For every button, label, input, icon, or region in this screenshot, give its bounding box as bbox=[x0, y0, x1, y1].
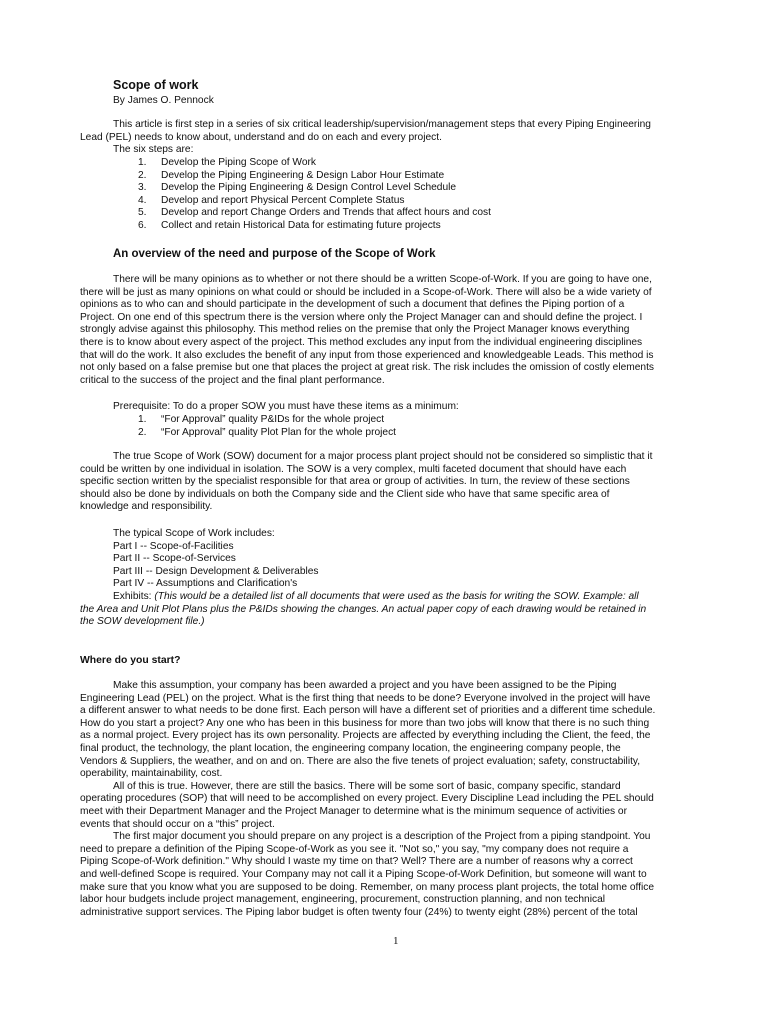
intro-line: This article is first step in a series of six critical leadership/supervision/management steps that every Piping Engineering bbox=[113, 119, 651, 130]
list-item: 1. Develop the Piping Scope of Work bbox=[138, 157, 316, 168]
prerequisite-heading: Prerequisite: To do a proper SOW you must have these items as a minimum: bbox=[113, 401, 459, 412]
sow-paragraph: The true Scope of Work (SOW) document for a major process plant project should not be considered so simplistic that it could be written by one individual in isolation. The SOW is a very complex, multi faceted document that should have each specific section written by the specialist responsible for that area or group of activities. In turn, the review of these sections should also be done by individuals on both the Company side and the Client side who have that same specific area of knowledge and responsibility. bbox=[80, 451, 653, 513]
list-item: Part II -- Scope-of-Services bbox=[113, 553, 236, 565]
overview-heading: An overview of the need and purpose of the Scope of Work bbox=[113, 248, 436, 260]
prerequisite-list bbox=[138, 414, 396, 439]
list-item: 4. Develop and report Physical Percent Complete Status bbox=[138, 194, 405, 206]
typical-scope-list: The typical Scope of Work includes: Part I -- Scope-of-Facilities Part II -- Scope-of-Services Part III -- Design Development & Deliverables Part IV -- Assumptions and Clarification's Exhibits: (This would be a detailed list of all documents that were used as the basis for writing the SOW. Example: all the Area and Unit Plot Plans plus the P&IDs showing the changes. An actual paper copy of each drawing would be retained in the SOW development file.) bbox=[80, 528, 710, 629]
list-item: 3. Develop the Piping Engineering & Design Control Level Schedule bbox=[138, 182, 457, 194]
list-item: Part IV -- Assumptions and Clarification's bbox=[113, 578, 298, 590]
list-item: 1. “For Approval” quality P&IDs for the whole project bbox=[138, 414, 385, 425]
list-item: 5. Develop and report Change Orders and Trends that affect hours and cost bbox=[138, 207, 491, 219]
page-number: 1 bbox=[393, 935, 399, 947]
list-item: 2. Develop the Piping Engineering & Design Labor Hour Estimate bbox=[138, 169, 445, 181]
overview-paragraph: There will be many opinions as to whether or not there should be a written Scope-of-Work. If you are going to have one, there will be just as many opinions on what could or should be included in a Scope-of-Work. There will also be a wide variety of opinions as to who can and should participate in the development of such a document that defines the Piping portion of a Project. On one end of this spectrum there is the version where only the Project Manager can and should define the project. I strongly advise against this philosophy. This method relies on the premise that only the Project Manager knows everything there is to know about every aspect of the project. This method excludes any input from the individual engineering disciplines that will do the work. It also excludes the benefit of any input from those experienced and knowledgeable Leads. This method is not only based on a false premise but one that places the project at great risk. The risk includes the omission of costly elements critical to the success of the project and the final plant performance. bbox=[80, 274, 655, 386]
intro-paragraph bbox=[80, 119, 710, 157]
intro-line: Lead (PEL) needs to know about, understand and do on each and every project. bbox=[80, 131, 442, 143]
document-title: Scope of work bbox=[113, 78, 199, 92]
start-paragraph: Make this assumption, your company has been awarded a project and you have been assigned to be the Piping Engineering Lead (PEL) on the project. What is the first thing that needs to be done? Everyone involved in the project will have a different answer to what needs to be done first. Each person will have a different set of priorities and a different time schedule. How do you start a project? Any one who has been in this business for more than two jobs will know that there is no such thing as a normal project. Every project has its own personality. Projects are affected by everything including the Client, the feed, the final product, the technology, the plant location, the engineering company location, the engineering company people, the Vendors & Suppliers, the weather, and on and on. There are also the five tenets of project evaluation; safety, constructability, operability, maintainability, cost. All of this is true. However, there are still the basics. There will be some sort of basic, company specific, standard operating procedures (SOP) that will need to be accomplished on every project. Every Discipline Lead including the PEL should meet with their Department Manager and the Project Manager to determine what is the minimum sequence of activities or events that should occur on a “this” project. The first major document you should prepare on any project is a description of the Project from a piping standpoint. You need to prepare a definition of the Piping Scope-of-Work as you see it. "Not so," you say, "my company does not require a Piping Scope-of-Work definition." Why should I waste my time on that? Well? There are a number of reasons why a correct and well-defined Scope is required. Your Company may not call it a Piping Scope-of-Work Definition, but someone will want to make sure that you know what you are supposed to be doing. Remember, on many process plant projects, the total home office labor hour budgets include project management, engineering, procurement, construction planning, and non technical administrative support services. The Piping labor budget is often twenty four (24%) to twenty eight (28%) percent of the total bbox=[80, 680, 656, 918]
list-item: 2. “For Approval” quality Plot Plan for the whole project bbox=[138, 426, 396, 438]
list-item: Part III -- Design Development & Deliverables bbox=[113, 565, 319, 577]
list-item: Part I -- Scope-of-Facilities bbox=[113, 540, 234, 552]
list-item: 6. Collect and retain Historical Data for estimating future projects bbox=[138, 219, 441, 231]
steps-list bbox=[138, 157, 491, 233]
steps-heading: The six steps are: bbox=[113, 144, 194, 156]
exhibits-line: Exhibits: (This would be a detailed list of all documents that were used as the basis for writing the SOW. Example: all bbox=[113, 590, 639, 602]
author-byline: By James O. Pennock bbox=[113, 95, 214, 106]
where-start-heading: Where do you start? bbox=[80, 655, 181, 666]
